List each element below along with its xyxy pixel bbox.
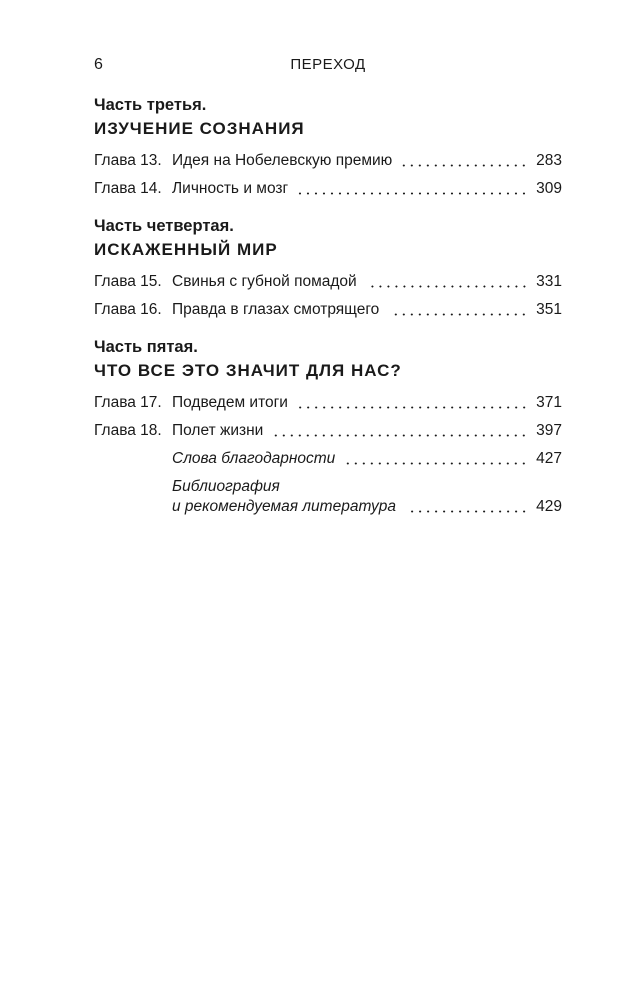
chapter-title: Свинья с губной помадой <box>172 273 357 290</box>
page-ref: 397 <box>536 422 562 439</box>
back-matter-title-line2: и рекомендуемая литература <box>172 498 397 515</box>
dot-leader <box>389 313 528 316</box>
part-4 <box>94 215 562 319</box>
part-3 <box>94 94 562 198</box>
dot-leader <box>406 510 528 513</box>
page-ref: 309 <box>536 180 562 197</box>
dot-leader <box>298 406 528 409</box>
toc-entry-acknowledgments[interactable] <box>94 449 562 468</box>
dot-leader <box>402 164 528 167</box>
dot-leader <box>273 434 528 437</box>
toc-entry-chapter-16[interactable] <box>94 300 562 319</box>
page-ref: 371 <box>536 394 562 411</box>
chapter-title: Полет жизни <box>172 422 264 439</box>
toc-entry-chapter-18[interactable] <box>94 421 562 440</box>
page-ref: 427 <box>536 450 562 467</box>
toc-entry-chapter-14[interactable] <box>94 179 562 198</box>
part-label: Часть четвертая. <box>94 217 234 235</box>
bibliography-block <box>172 477 562 516</box>
table-of-contents <box>94 94 562 526</box>
chapter-label: Глава 17. <box>94 394 162 411</box>
chapter-label: Глава 14. <box>94 180 162 197</box>
dot-leader <box>345 462 528 465</box>
chapter-title: Личность и мозг <box>172 180 289 197</box>
chapter-label: Глава 16. <box>94 301 162 318</box>
chapter-title: Идея на Нобелевскую премию <box>172 152 393 169</box>
back-matter-title-line1: Библиография <box>172 478 280 495</box>
part-title: ИСКАЖЕННЫЙ МИР <box>94 240 278 259</box>
chapter-title: Подведем итоги <box>172 394 288 411</box>
part-title: ИЗУЧЕНИЕ СОЗНАНИЯ <box>94 119 305 138</box>
dot-leader <box>298 192 528 195</box>
bibliography-last-line <box>172 497 562 516</box>
running-header <box>94 56 562 78</box>
dot-leader <box>367 285 528 288</box>
toc-entry-chapter-13[interactable] <box>94 151 562 170</box>
toc-entry-chapter-17[interactable] <box>94 393 562 412</box>
running-title: ПЕРЕХОД <box>290 56 366 73</box>
toc-entry-chapter-15[interactable] <box>94 272 562 291</box>
indent-spacer <box>94 477 172 516</box>
page-number: 6 <box>94 56 103 73</box>
part-5 <box>94 336 562 516</box>
chapter-label: Глава 18. <box>94 422 162 439</box>
page-ref: 429 <box>536 498 562 515</box>
chapter-title: Правда в глазах смотрящего <box>172 301 380 318</box>
chapter-label: Глава 15. <box>94 273 162 290</box>
part-label: Часть третья. <box>94 96 207 114</box>
part-title: ЧТО ВСЕ ЭТО ЗНАЧИТ ДЛЯ НАС? <box>94 361 402 380</box>
part-label: Часть пятая. <box>94 338 198 356</box>
page-ref: 283 <box>536 152 562 169</box>
page-ref: 351 <box>536 301 562 318</box>
back-matter-title: Слова благодарности <box>172 450 336 467</box>
page-ref: 331 <box>536 273 562 290</box>
chapter-label: Глава 13. <box>94 152 162 169</box>
toc-entry-bibliography[interactable] <box>94 477 562 516</box>
